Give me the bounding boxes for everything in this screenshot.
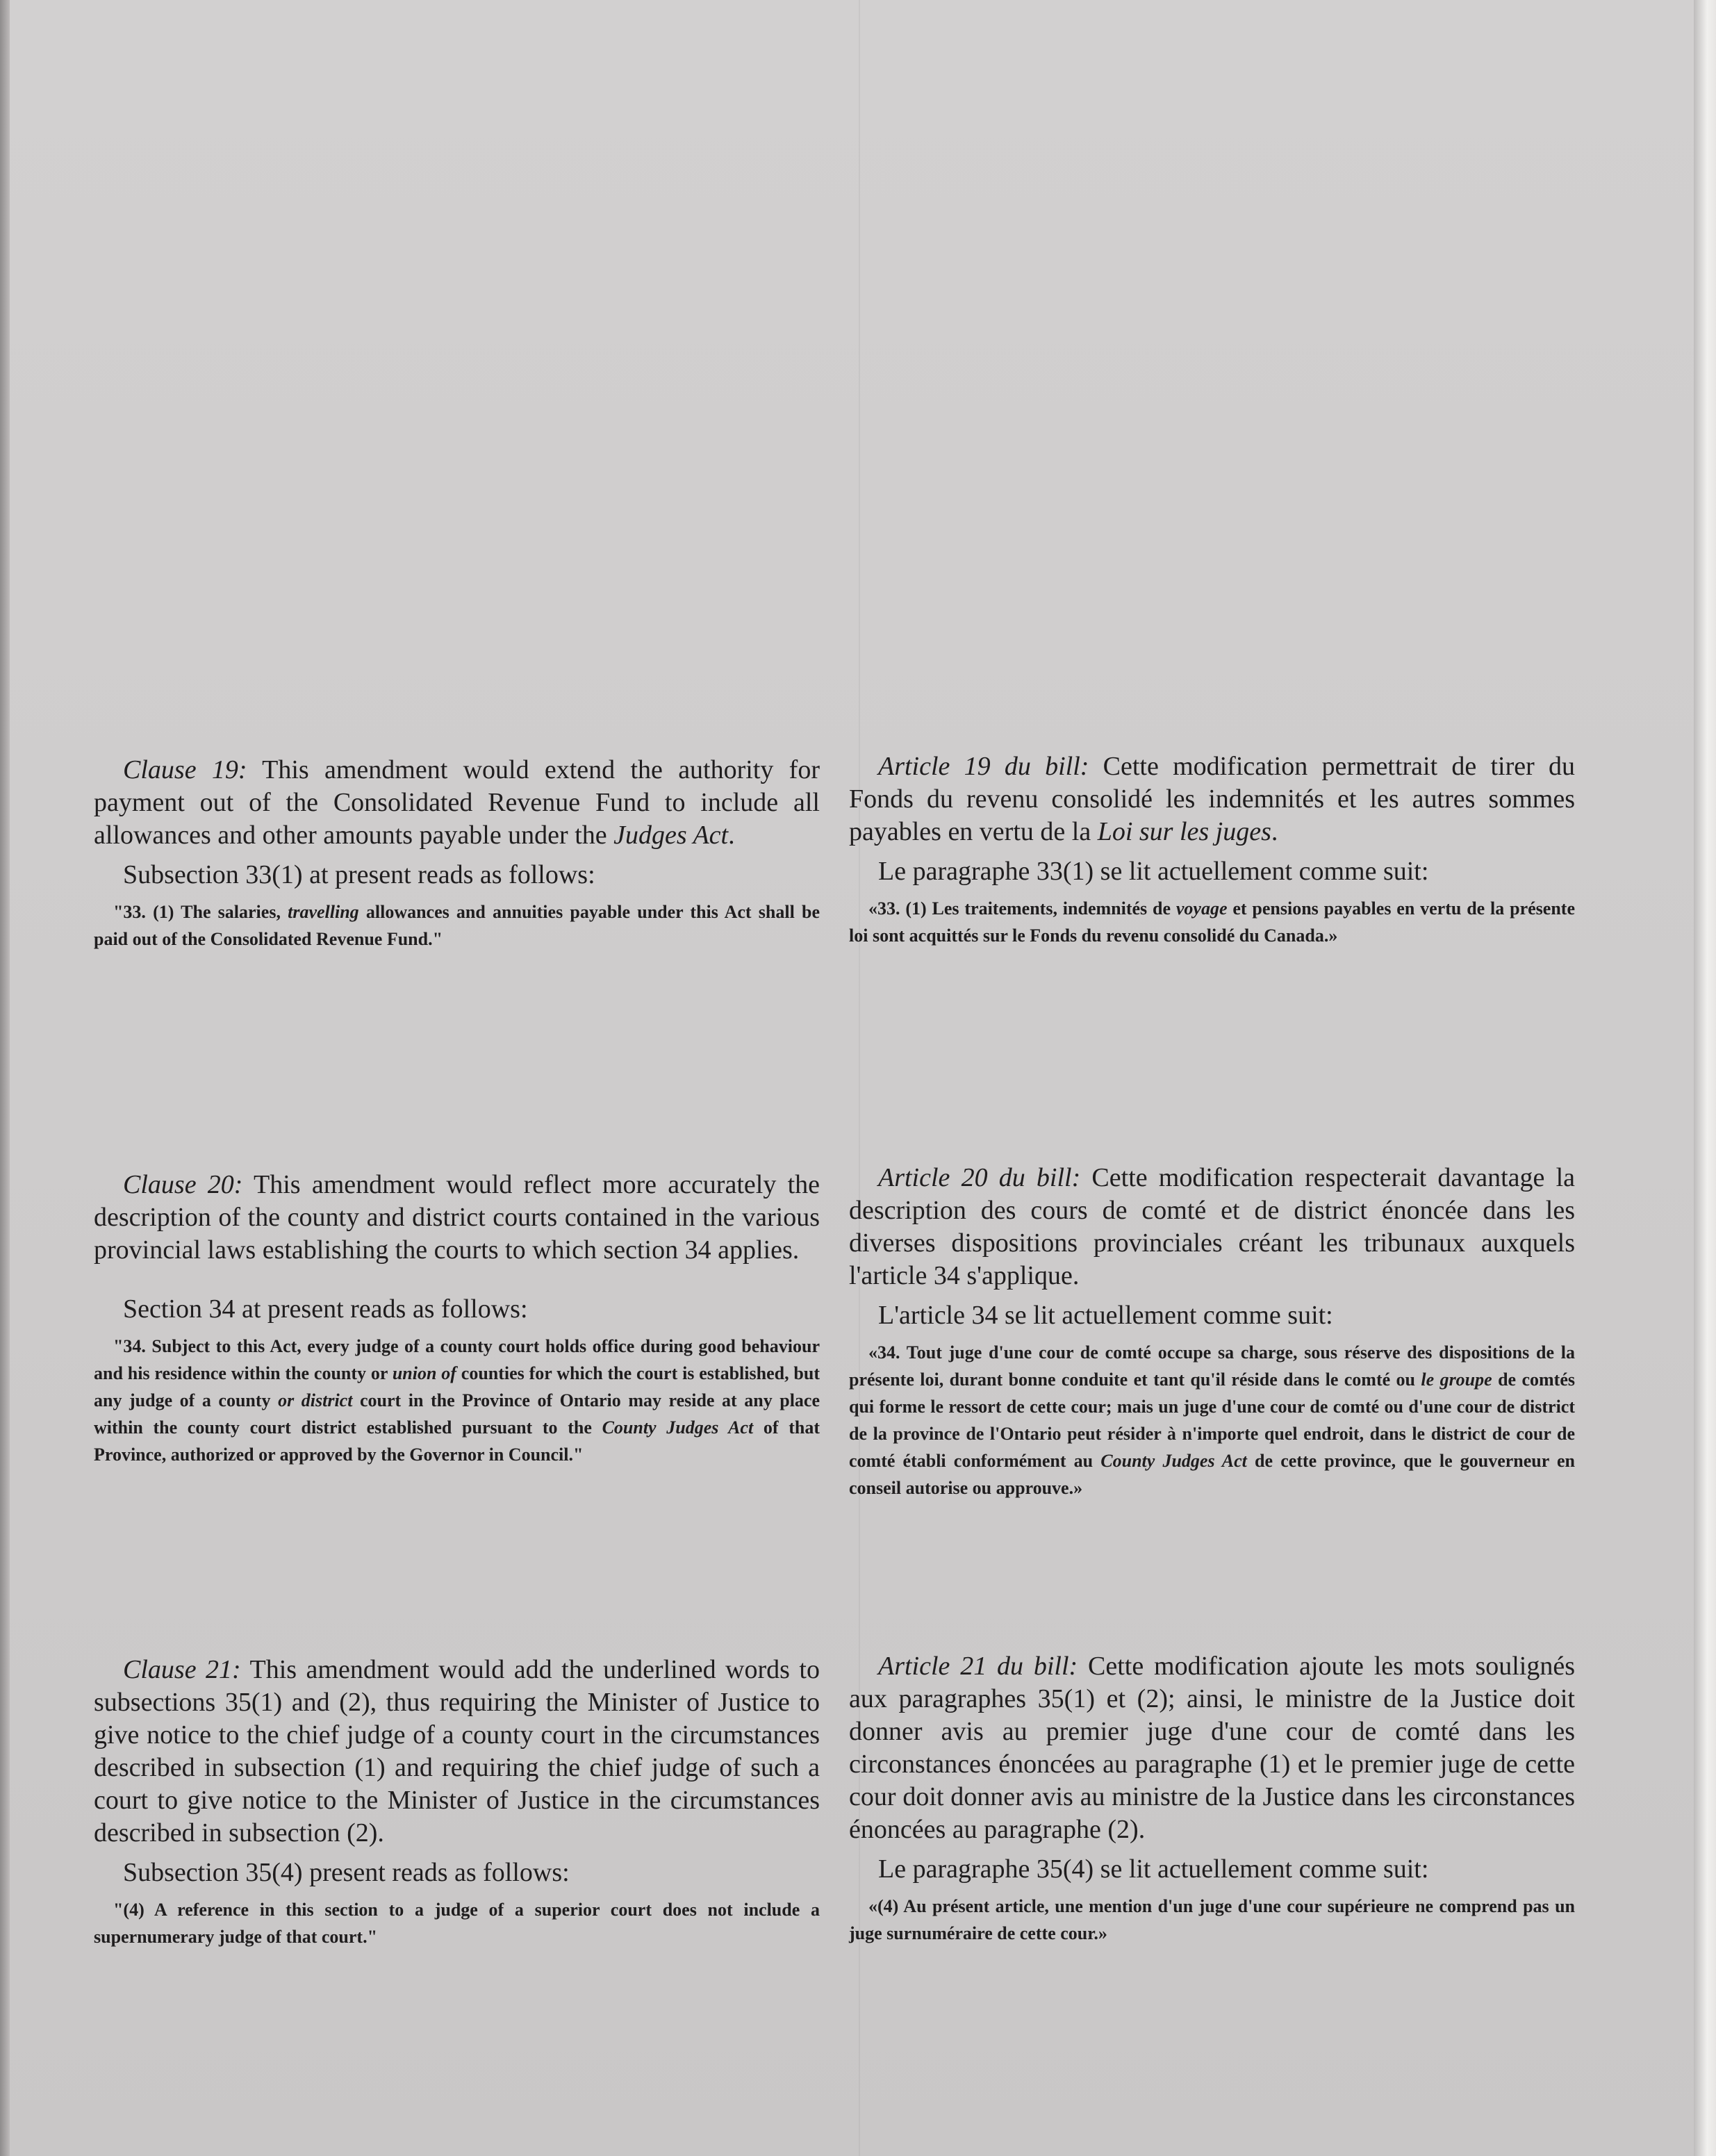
article-19-paragraph	[849, 750, 1575, 848]
article-21-text: Cette modification ajoute les mots soulignés aux paragraphes 35(1) et (2); ainsi, le ministre de la Justice doit donner avis au premier juge d'une cour de comté dans les circonstances énoncées au paragraphe (1) et le premier juge de cette cour doit donner avis au ministre de la Justice dans les circonstances énoncées au paragraphe (2).	[849, 1652, 1576, 1844]
article-19-text-end: .	[1271, 817, 1278, 846]
quote-part: de cette province, que le gouverneur en conseil autorise ou approuve.»	[849, 1451, 1575, 1498]
quote-part: counties for which the court is established, but any judge of a county	[94, 1363, 820, 1410]
article-20-paragraph	[849, 1162, 1575, 1292]
quote-italic: union of	[392, 1363, 456, 1383]
quote-italic: County Judges Act	[602, 1417, 754, 1438]
quote-italic: travelling	[288, 902, 359, 922]
article-21-note	[849, 1650, 1575, 1947]
article-21-label: Article 21 du bill:	[878, 1652, 1078, 1681]
clause-20-text: This amendment would reflect more accurately the description of the county and district courts contained in the various provincial laws establishing the courts to which section 34 applies.	[94, 1170, 820, 1265]
article-20-lead: L'article 34 se lit actuellement comme suit:	[878, 1301, 1333, 1330]
judges-act-ref: Judges Act	[613, 821, 729, 850]
article-19-note	[849, 750, 1575, 949]
quote-part: of that Province, authorized or approved by the Governor in Council."	[94, 1417, 820, 1465]
quote-italic: le groupe	[1421, 1369, 1492, 1390]
clause-19-text-end: .	[728, 821, 735, 850]
article-19-lead: Le paragraphe 33(1) se lit actuellement comme suit:	[878, 857, 1429, 886]
article-19-quote	[849, 895, 1575, 949]
article-20-note	[849, 1162, 1575, 1501]
clause-20-note	[94, 1169, 820, 1468]
clause-20-label: Clause 20:	[123, 1170, 243, 1199]
quote-italic: County Judges Act	[1100, 1451, 1247, 1471]
clause-21-quote: "(4) A reference in this section to a judge of a superior court does not include a supernumerary judge of that court."	[94, 1900, 820, 1947]
loi-sur-les-juges-ref: Loi sur les juges	[1097, 817, 1271, 846]
article-20-label: Article 20 du bill:	[878, 1163, 1081, 1192]
article-19-label: Article 19 du bill:	[878, 752, 1089, 781]
quote-part: "34. Subject to this Act, every judge of a county court holds office during good behaviour and his residence within the county or	[94, 1336, 820, 1383]
clause-19-paragraph	[94, 754, 820, 852]
quote-part: allowances and annuities payable under this Act shall be paid out of the Consolidated Revenue Fund."	[94, 902, 820, 949]
clause-19-lead: Subsection 33(1) at present reads as follows:	[123, 860, 595, 889]
clause-19-label: Clause 19:	[123, 755, 247, 784]
clause-21-lead: Subsection 35(4) present reads as follows:	[123, 1858, 570, 1887]
clause-21-label: Clause 21:	[123, 1655, 241, 1684]
quote-part: de comtés qui forme le ressort de cette cour; mais un juge d'une cour de comté ou d'une cour de district de la province de l'Ontario peut résider à n'importe quel endroit, dans le district de cour de comté établi conformément au	[849, 1369, 1575, 1471]
page-left-edge	[0, 0, 10, 2156]
article-20-quote	[849, 1339, 1575, 1501]
clause-20-quote	[94, 1333, 820, 1468]
quote-part: «34. Tout juge d'une cour de comté occupe sa charge, sous réserve des dispositions de la présente loi, durant bonne conduite et tant qu'il réside dans le comté ou	[849, 1342, 1575, 1390]
quote-part: "33. (1) The salaries,	[113, 902, 288, 922]
clause-21-note	[94, 1654, 820, 1950]
article-20-text: Cette modification respecterait davantage la description des cours de comté et de district énoncée dans les diverses dispositions provinciales créant les tribunaux auxquels l'article 34 s'applique.	[849, 1163, 1576, 1290]
clause-19-text: This amendment would extend the authority for payment out of the Consolidated Revenue Fund to include all allowances and other amounts payable under the	[94, 755, 820, 850]
quote-italic: voyage	[1175, 898, 1228, 919]
article-21-quote: «(4) Au présent article, une mention d'un juge d'une cour supérieure ne comprend pas un juge surnuméraire de cette cour.»	[849, 1896, 1575, 1943]
article-21-lead: Le paragraphe 35(4) se lit actuellement comme suit:	[878, 1854, 1429, 1884]
article-21-paragraph	[849, 1650, 1575, 1846]
clause-21-text: This amendment would add the underlined words to subsections 35(1) and (2), thus requiring the Minister of Justice to give notice to the chief judge of a county court in the circumstances described in subsection (1) and requiring the chief judge of such a court to give notice to the Minister of Justice in the circumstances described in subsection (2).	[94, 1655, 820, 1848]
quote-italic: or district	[278, 1390, 353, 1410]
quote-part: «33. (1) Les traitements, indemnités de	[868, 898, 1176, 919]
clause-21-paragraph	[94, 1654, 820, 1850]
quote-part: court in the Province of Ontario may reside at any place within the county court district established pursuant to the	[94, 1390, 820, 1438]
clause-20-lead: Section 34 at present reads as follows:	[123, 1294, 528, 1324]
page-right-edge	[1694, 0, 1716, 2156]
quote-part: et pensions payables en vertu de la présente loi sont acquittés sur le Fonds du revenu consolidé du Canada.»	[849, 898, 1575, 946]
clause-20-paragraph	[94, 1169, 820, 1267]
clause-19-quote	[94, 898, 820, 953]
clause-19-note	[94, 754, 820, 953]
article-19-text: Cette modification permettrait de tirer du Fonds du revenu consolidé les indemnités et les autres sommes payables en vertu de la	[849, 752, 1575, 846]
